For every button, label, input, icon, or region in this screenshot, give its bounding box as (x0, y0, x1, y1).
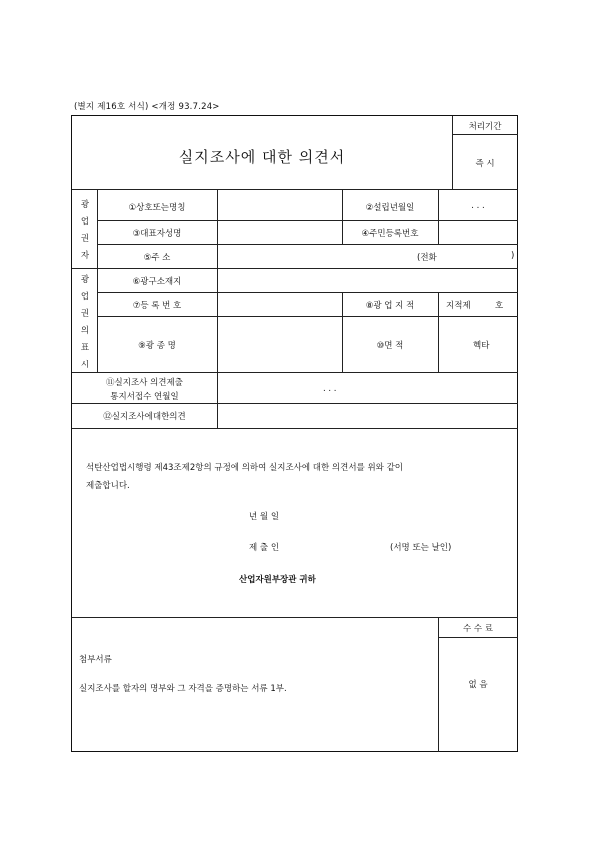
divider (438, 189, 439, 244)
address-label: ⑤주 소 (143, 253, 171, 263)
group-label-char: 광 (80, 200, 90, 210)
mineral-type-label: ⑨광 종 명 (138, 341, 176, 351)
divider (72, 617, 518, 618)
mining-geology-label: ⑧광 업 지 적 (365, 301, 415, 311)
group-label-char: 업 (80, 217, 90, 227)
group-label-char: 시 (80, 360, 90, 370)
statement-line: 제출합니다. (86, 481, 130, 491)
area-label: ⑩면 적 (376, 341, 404, 351)
divider (72, 428, 518, 429)
phone-close: ) (511, 251, 515, 261)
divider (452, 134, 518, 135)
attachments-item: 실지조사를 할자의 명부와 그 자격을 증명하는 서류 1부. (79, 684, 287, 694)
statement-line: 석탄산업법시행령 제43조제2항의 규정에 의하여 실지조사에 대한 의견서를 위와 같이 (86, 463, 404, 473)
date-line: 년 월 일 (249, 512, 280, 522)
form-title: 실지조사에 대한 의견서 (178, 148, 346, 166)
divider (72, 403, 518, 404)
area-unit: 헥타 (473, 341, 490, 351)
phone-label: (전화 (417, 253, 437, 263)
fee-value: 없 음 (468, 680, 488, 690)
business-name-label: ①상호또는명칭 (128, 203, 186, 213)
divider (72, 372, 518, 373)
processing-period-value: 즉 시 (475, 159, 495, 169)
group-label-char: 업 (80, 292, 90, 302)
resident-id-label: ④주민등록번호 (361, 229, 419, 239)
opinion-form (71, 115, 518, 752)
divider (97, 316, 518, 317)
group-label-char: 의 (80, 326, 90, 336)
submitter-label: 제 출 인 (249, 543, 280, 553)
established-date-label: ②설립년월일 (365, 203, 415, 213)
divider (217, 189, 218, 428)
group-label-mining-right (79, 272, 91, 374)
group-label-char: 권 (80, 234, 90, 244)
group-label-char: 자 (80, 251, 90, 261)
divider (97, 244, 518, 245)
submission-date-label-line2: 통지서접수 연월일 (110, 392, 179, 402)
representative-label: ③대표자성명 (132, 229, 182, 239)
mine-location-label: ⑥광구소재지 (132, 277, 182, 287)
divider (72, 189, 518, 190)
opinion-label: ⑫실지조사에대한의견 (103, 412, 186, 422)
group-label-char: 광 (80, 275, 90, 285)
signature-label: (서명 또는 날인) (390, 543, 452, 553)
submission-date-label-line1: ⑪실지조사 의견제출 (106, 378, 183, 388)
geology-number-unit: 호 (495, 301, 504, 311)
divider (97, 220, 518, 221)
addressee: 산업자원부장관 귀하 (239, 575, 316, 585)
statement-text (86, 459, 511, 495)
processing-period-label: 처리기간 (468, 122, 502, 132)
group-label-miner (79, 197, 91, 265)
established-date-value: . . . (471, 201, 485, 211)
submission-date-value: . . . (323, 384, 337, 394)
form-header-note: (별지 제16호 서식) <개정 93.7.24> (74, 102, 220, 112)
geology-number-label: 지적제 (446, 301, 471, 311)
divider (438, 292, 439, 372)
attachments-label: 첨부서류 (79, 655, 112, 665)
group-label-char: 권 (80, 309, 90, 319)
divider (438, 637, 518, 638)
divider (72, 268, 518, 269)
divider (97, 292, 518, 293)
group-label-char: 표 (80, 343, 90, 353)
fee-label: 수 수 료 (462, 624, 494, 634)
registration-number-label: ⑦등 록 번 호 (132, 301, 182, 311)
